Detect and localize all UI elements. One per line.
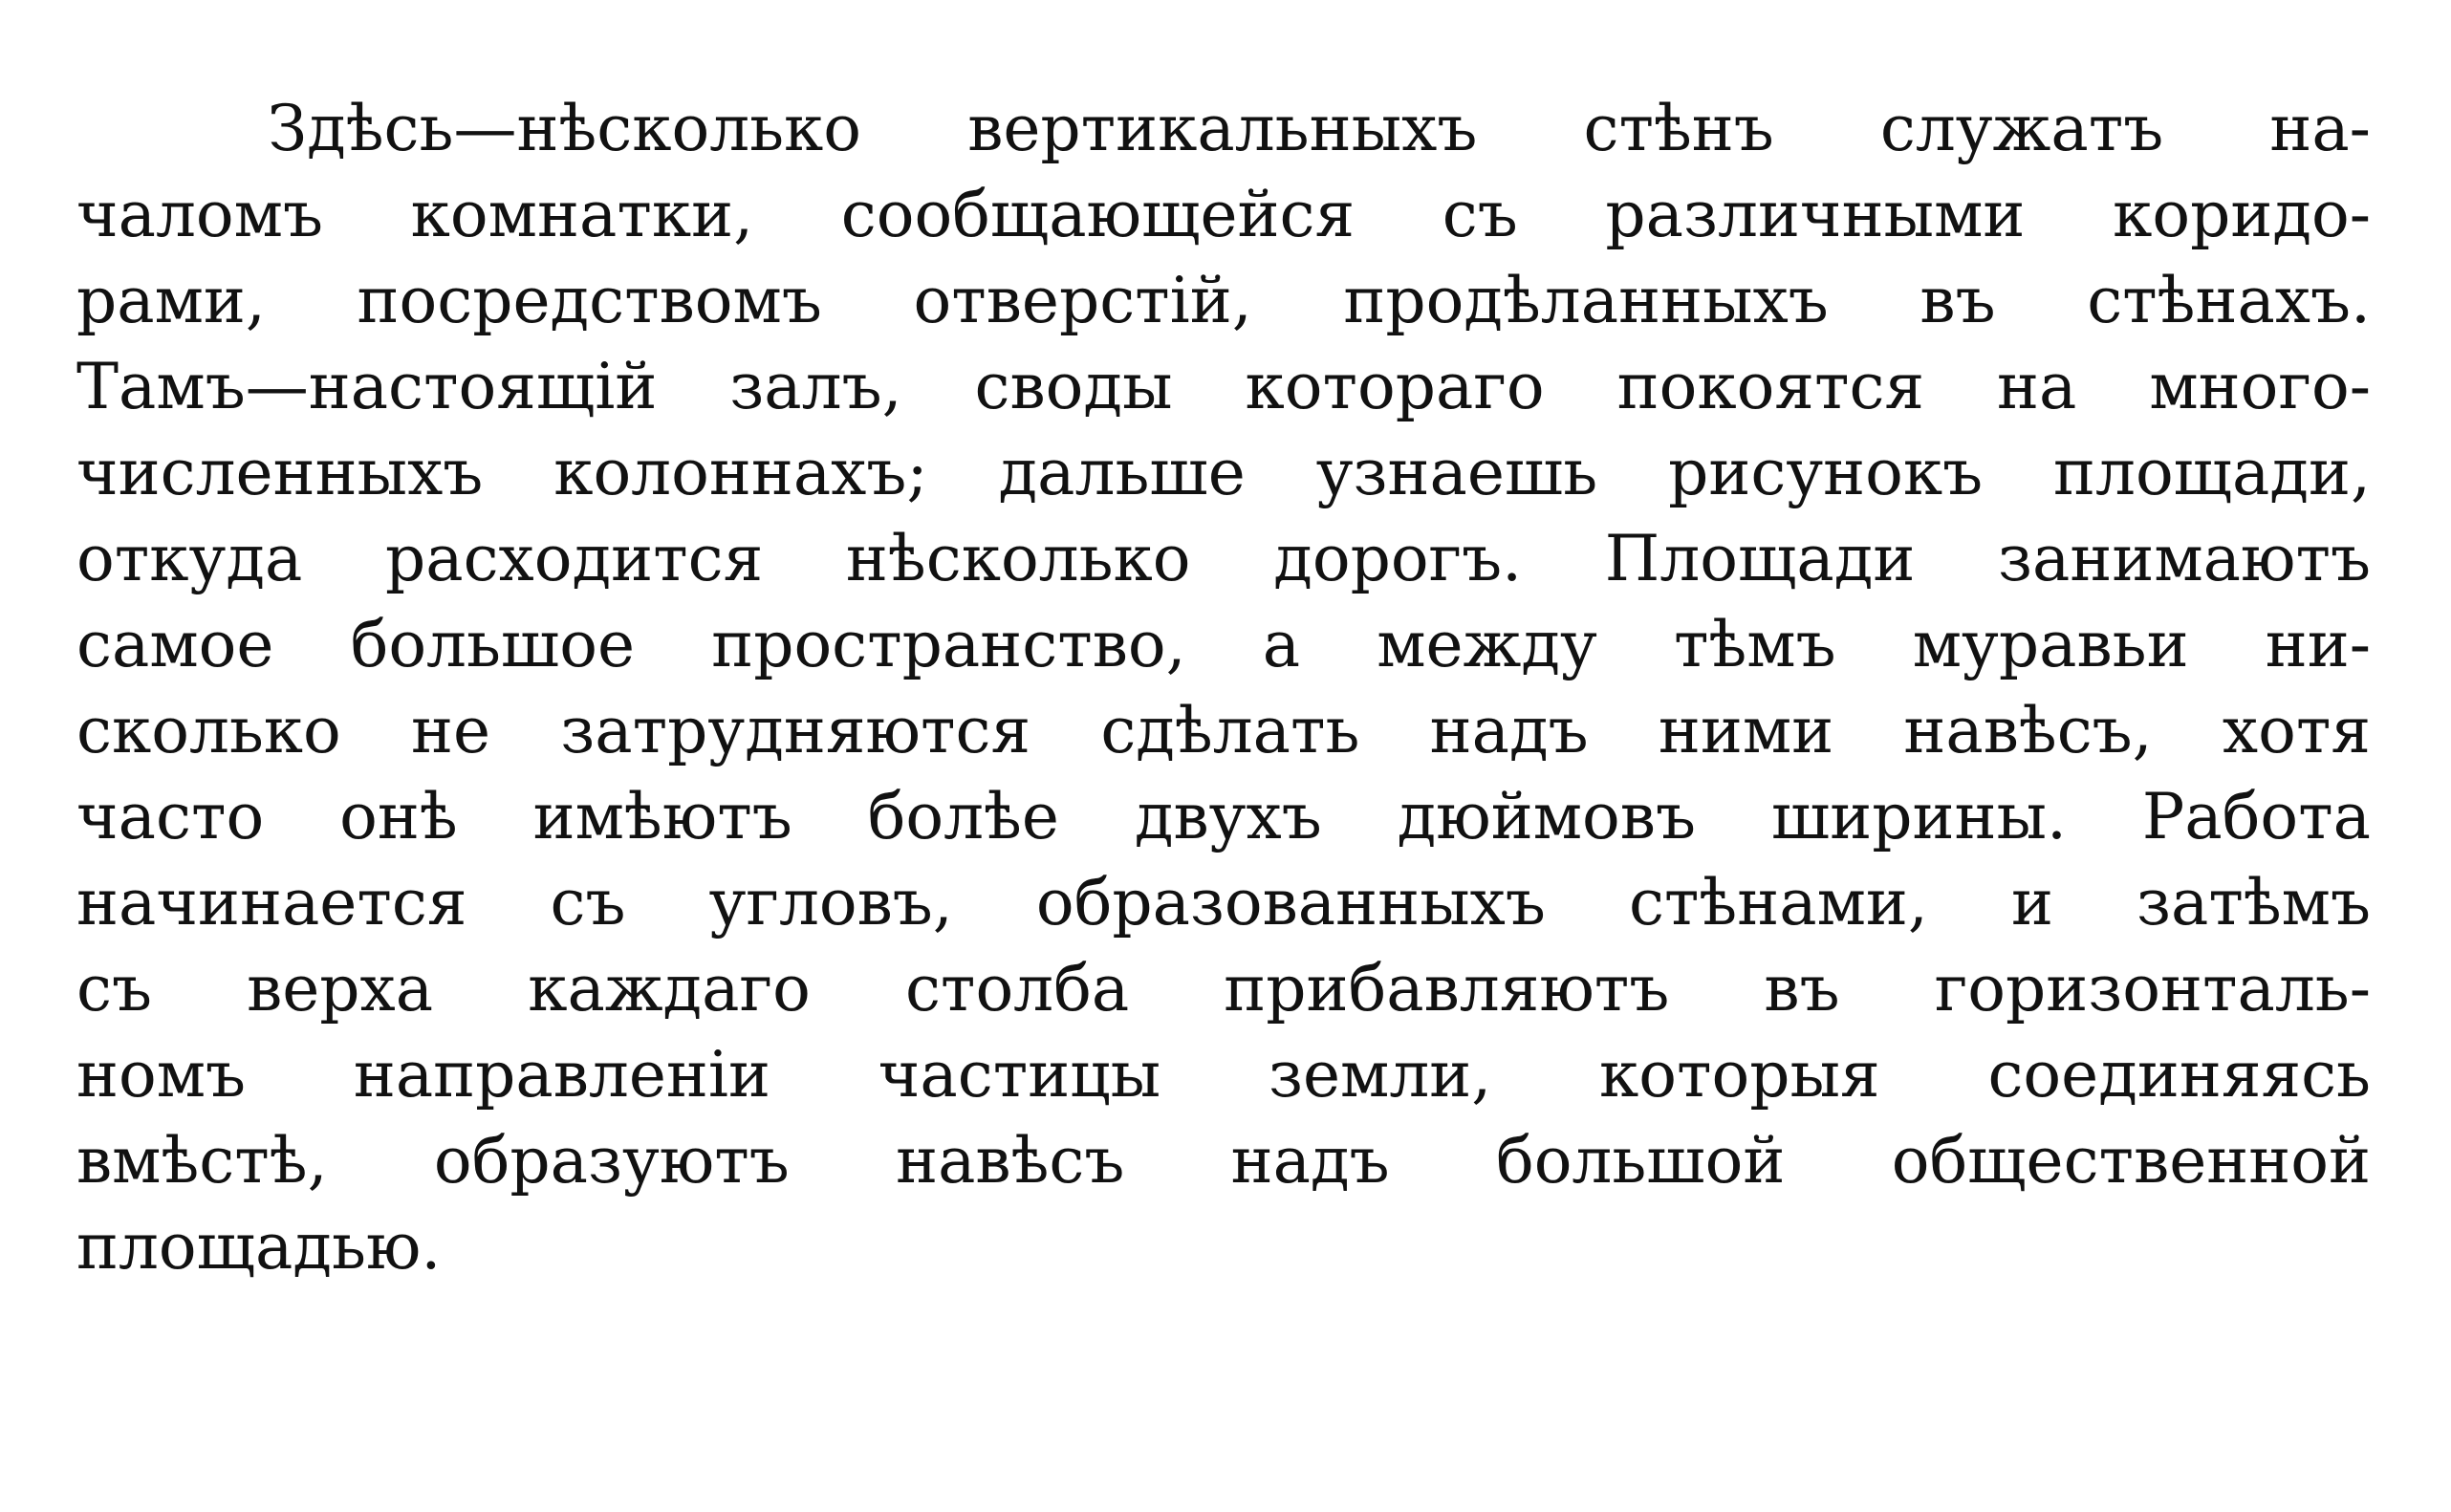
text-line: чаломъ комнатки, сообщающейся съ различными коридо- — [76, 178, 2371, 251]
text-line: площадью. — [76, 1210, 442, 1284]
text-line: начинается съ угловъ, образованныхъ стѣнами, и затѣмъ — [76, 866, 2371, 940]
text-line: откуда расходится нѣсколько дорогъ. Площади занимаютъ — [76, 522, 2371, 595]
text-line: сколько не затрудняются сдѣлать надъ ними навѣсъ, хотя — [76, 694, 2371, 767]
text-line: рами, посредствомъ отверстій, продѣланныхъ въ стѣнахъ. — [76, 264, 2371, 337]
text-line: номъ направленіи частицы земли, которыя соединяясь — [76, 1038, 2371, 1112]
text-line: вмѣстѣ, образуютъ навѣсъ надъ большой общественной — [76, 1124, 2371, 1198]
text-line: часто онѣ имѣютъ болѣе двухъ дюймовъ ширины. Работа — [76, 780, 2371, 853]
paragraph — [76, 86, 2371, 1290]
text-line: Здѣсь—нѣсколько вертикальныхъ стѣнъ служатъ на- — [268, 92, 2371, 165]
text-line: самое большое пространство, а между тѣмъ муравьи ни- — [76, 608, 2371, 681]
text-line: численныхъ колоннахъ; дальше узнаешь рисунокъ площади, — [76, 436, 2371, 509]
text-line: Тамъ—настоящій залъ, своды котораго покоятся на много- — [76, 350, 2371, 423]
text-line: съ верха каждаго столба прибавляютъ въ горизонталь- — [76, 952, 2371, 1026]
